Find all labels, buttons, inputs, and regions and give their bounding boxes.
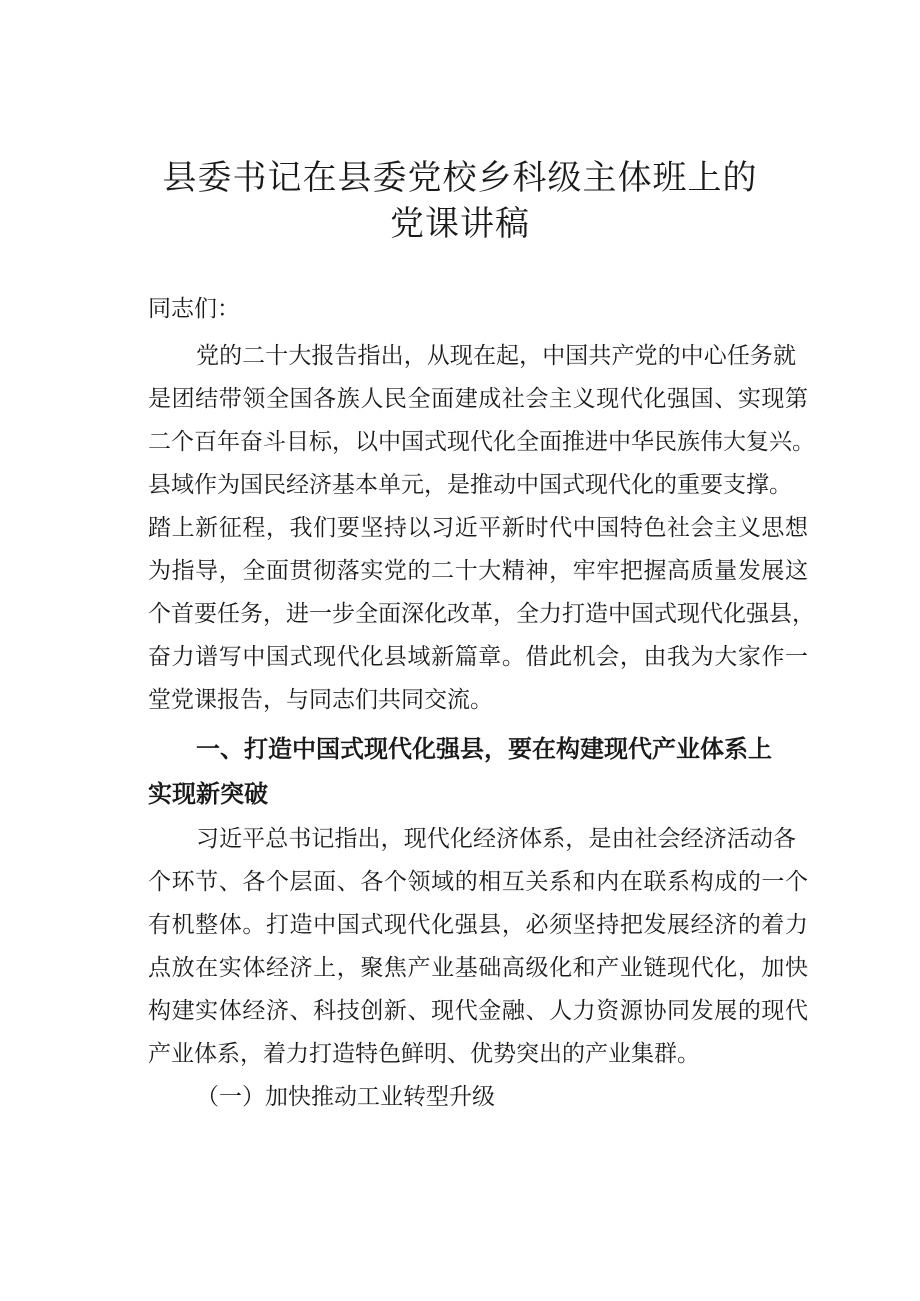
salutation: 同志们： <box>148 296 240 322</box>
paragraph-line: 奋力谱写中国式现代化县域新篇章。借此机会，由我为大家作一 <box>148 644 808 670</box>
paragraph-line: 个环节、各个层面、各个领域的相互关系和内在联系构成的一个 <box>148 869 808 895</box>
paragraph-line: 点放在实体经济上，聚焦产业基础高级化和产业链现代化，加快 <box>148 955 808 981</box>
section-heading-line: 实现新突破 <box>148 780 268 808</box>
paragraph-line: 是团结带领全国各族人民全面建成社会主义现代化强国、实现第 <box>148 386 808 412</box>
document-title-line-2: 党课讲稿 <box>390 204 530 244</box>
section-heading-line: 一、打造中国式现代化强县，要在构建现代产业体系上 <box>196 735 772 763</box>
paragraph-line: 产业体系，着力打造特色鲜明、优势突出的产业集群。 <box>148 1041 700 1067</box>
paragraph-line: 二个百年奋斗目标，以中国式现代化全面推进中华民族伟大复兴。 <box>148 429 815 455</box>
paragraph-line: 党的二十大报告指出，从现在起，中国共产党的中心任务就 <box>196 343 796 369</box>
paragraph-line: 堂党课报告，与同志们共同交流。 <box>148 687 493 713</box>
paragraph-line: 构建实体经济、科技创新、现代金融、人力资源协同发展的现代 <box>148 998 808 1024</box>
paragraph-line: 为指导，全面贯彻落实党的二十大精神，牢牢把握高质量发展这 <box>148 558 808 584</box>
paragraph-line: 有机整体。打造中国式现代化强县，必须坚持把发展经济的着力 <box>148 912 808 938</box>
paragraph-line: 县域作为国民经济基本单元，是推动中国式现代化的重要支撑。 <box>148 472 792 498</box>
paragraph-line: 个首要任务，进一步全面深化改革，全力打造中国式现代化强县， <box>148 601 815 627</box>
subsection-heading: （一）加快推动工业转型升级 <box>196 1084 495 1110</box>
paragraph-line: 踏上新征程，我们要坚持以习近平新时代中国特色社会主义思想 <box>148 515 808 541</box>
document-title-line-1: 县委书记在县委党校乡科级主体班上的 <box>162 158 758 198</box>
paragraph-line: 习近平总书记指出，现代化经济体系，是由社会经济活动各 <box>196 826 796 852</box>
